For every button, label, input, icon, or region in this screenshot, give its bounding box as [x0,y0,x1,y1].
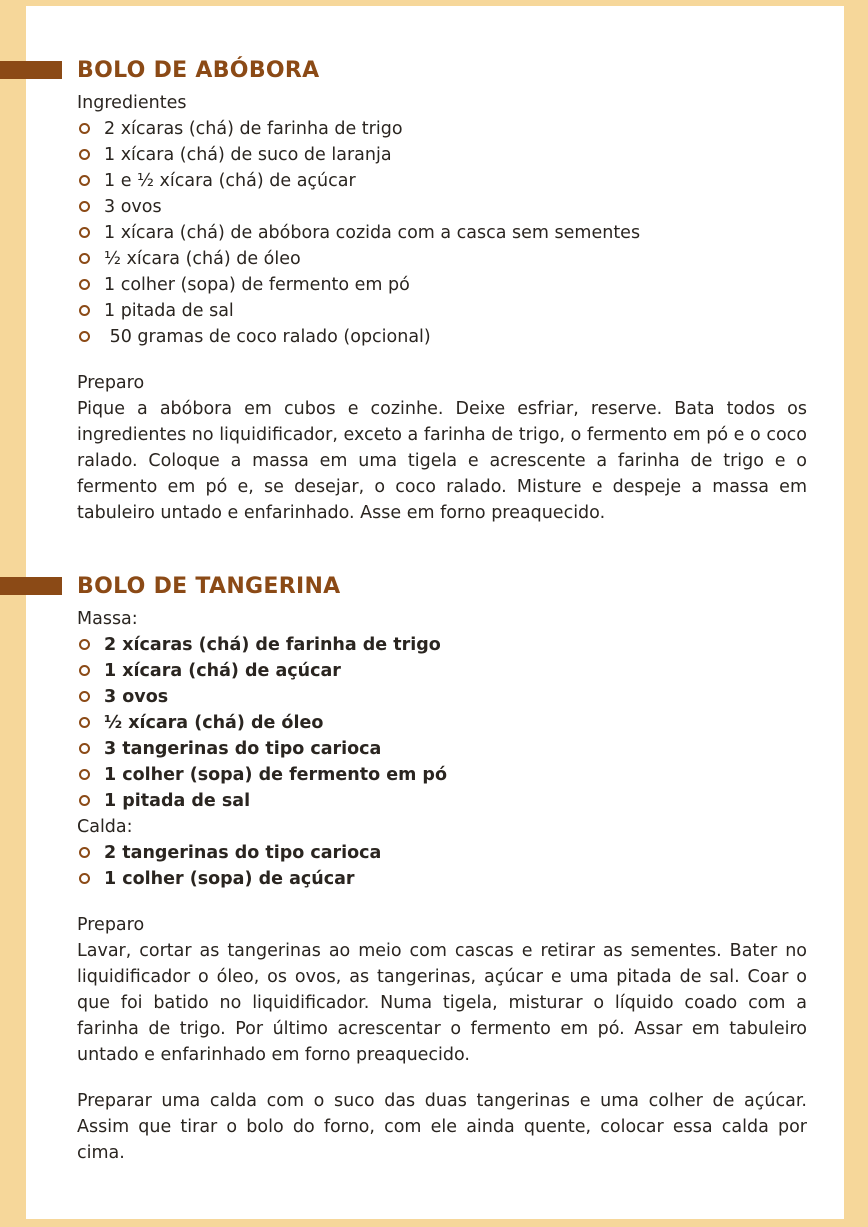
list-item: 1 pitada de sal [77,788,807,814]
recipe-bolo-abobora [77,58,807,526]
preparo-text: Lavar, cortar as tangerinas ao meio com cascas e retirar as sementes. Bater no liquidificador o óleo, os ovos, as tangerinas, açúcar e uma pitada de sal. Coar o que foi batido no liquidificador. Numa tigela, misturar o líquido coado com a farinha de trigo. Por último acrescentar o fermento em pó. Assar em tabuleiro untado e enfarinhado em forno preaquecido. [77,941,807,1065]
bullet-icon [79,743,90,754]
recipe-bolo-tangerina [77,574,807,1166]
list-item: 1 colher (sopa) de açúcar [77,866,807,892]
bullet-icon [79,691,90,702]
list-item: 1 xícara (chá) de abóbora cozida com a casca sem sementes [77,220,807,246]
list-item: 2 tangerinas do tipo carioca [77,840,807,866]
list-item: 1 xícara (chá) de suco de laranja [77,142,807,168]
bullet-icon [79,717,90,728]
bullet-icon [79,331,90,342]
preparo-text: Pique a abóbora em cubos e cozinhe. Deixe esfriar, reserve. Bata todos os ingredientes no liquidificador, exceto a farinha de trigo, o fermento em pó e o coco ralado. Coloque a massa em uma tigela e acrescente a farinha de trigo e o fermento em pó e, se desejar, o coco ralado. Misture e despeje a massa em tabuleiro untado e enfarinhado. Asse em forno preaquecido. [77,399,807,523]
list-item: 2 xícaras (chá) de farinha de trigo [77,116,807,142]
calda-heading: Calda: [77,817,133,837]
list-item: ½ xícara (chá) de óleo [77,246,807,272]
massa-list [77,632,807,814]
list-item: 1 colher (sopa) de fermento em pó [77,272,807,298]
list-item: 1 xícara (chá) de açúcar [77,658,807,684]
bullet-icon [79,305,90,316]
section-marker-bar [0,61,62,79]
list-item: ½ xícara (chá) de óleo [77,710,807,736]
list-item: 1 pitada de sal [77,298,807,324]
bullet-icon [79,201,90,212]
bullet-icon [79,873,90,884]
section-marker-bar [0,577,62,595]
bullet-icon [79,279,90,290]
bullet-icon [79,847,90,858]
calda-preparo-text: Preparar uma calda com o suco das duas tangerinas e uma colher de açúcar. Assim que tirar o bolo do forno, com ele ainda quente, colocar essa calda por cima. [77,1091,807,1163]
recipe-title: BOLO DE ABÓBORA [77,58,320,83]
bullet-icon [79,123,90,134]
list-item: 50 gramas de coco ralado (opcional) [77,324,807,350]
bullet-icon [79,149,90,160]
calda-list [77,840,807,892]
bullet-icon [79,665,90,676]
bullet-icon [79,639,90,650]
preparo-heading: Preparo [77,373,145,393]
preparo-heading: Preparo [77,915,145,935]
bullet-icon [79,175,90,186]
list-item: 3 ovos [77,194,807,220]
list-item: 1 colher (sopa) de fermento em pó [77,762,807,788]
bullet-icon [79,253,90,264]
recipe-title: BOLO DE TANGERINA [77,574,341,599]
bullet-icon [79,795,90,806]
list-item: 1 e ½ xícara (chá) de açúcar [77,168,807,194]
list-item: 3 tangerinas do tipo carioca [77,736,807,762]
ingredients-list [77,116,807,350]
list-item: 3 ovos [77,684,807,710]
bullet-icon [79,227,90,238]
ingredients-heading: Ingredientes [77,93,187,113]
massa-heading: Massa: [77,609,138,629]
bullet-icon [79,769,90,780]
list-item: 2 xícaras (chá) de farinha de trigo [77,632,807,658]
